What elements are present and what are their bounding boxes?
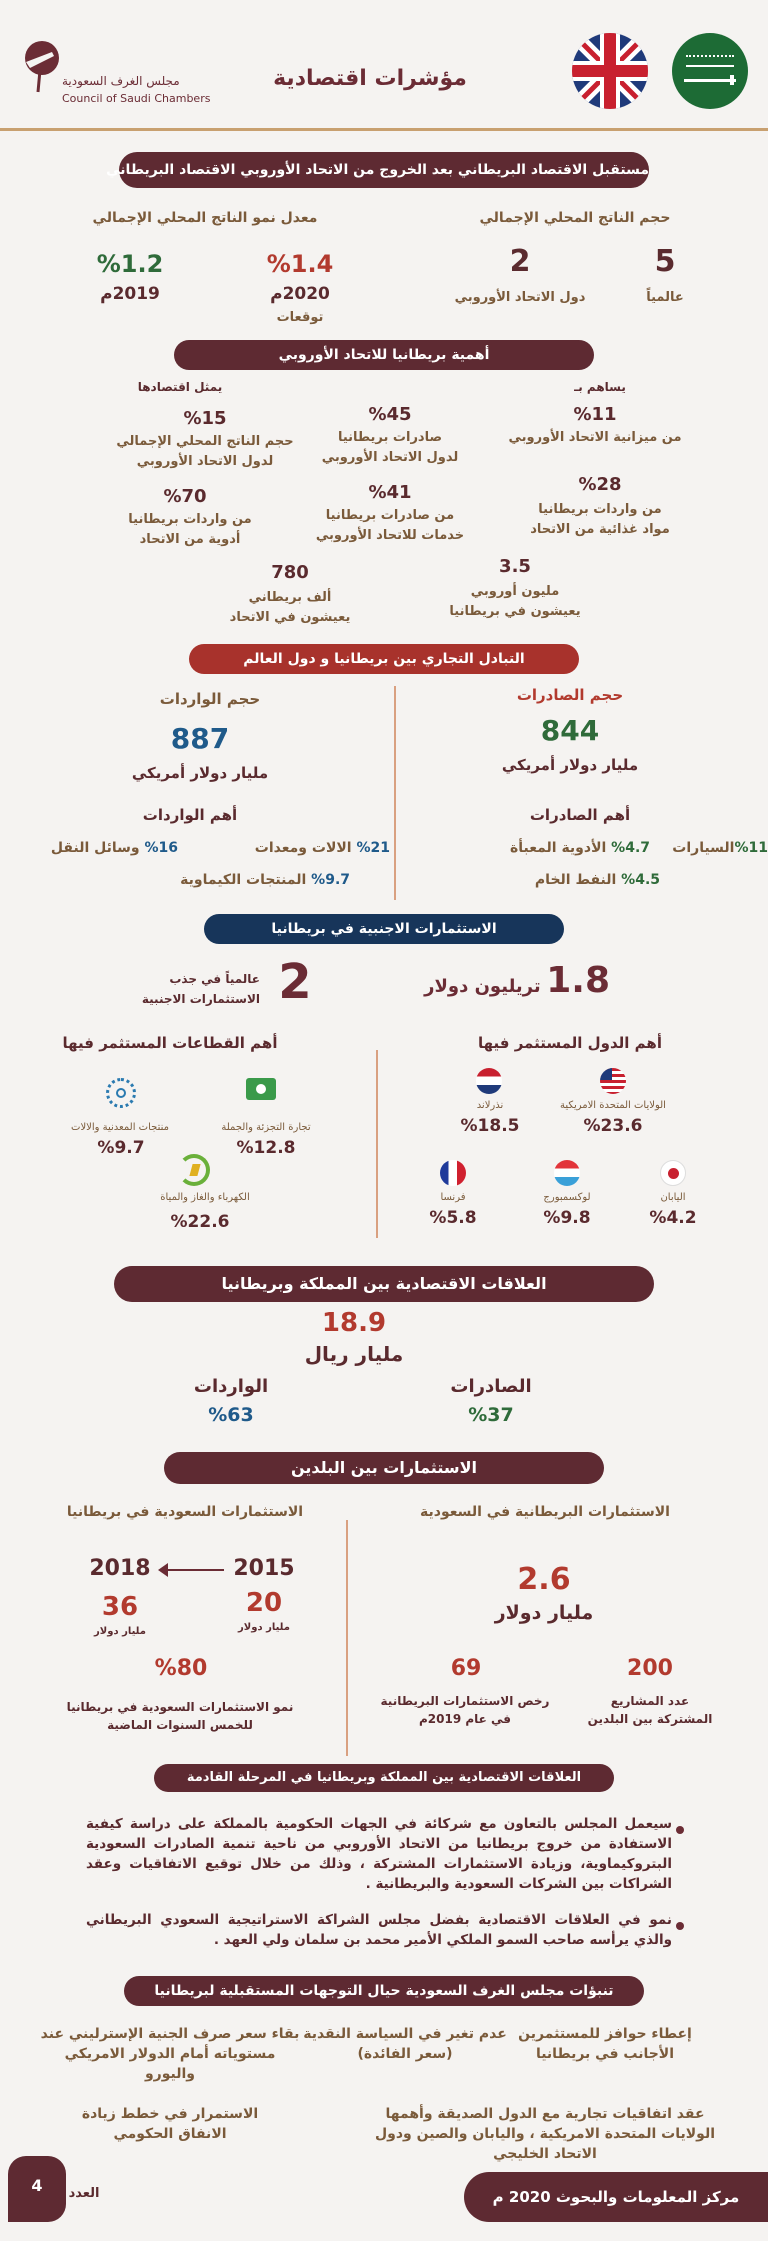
country-jp-name: اليابان bbox=[660, 1192, 686, 1203]
council-logo-icon bbox=[18, 38, 62, 94]
section2-banner: أهمية بريطانيا للاتحاد الأوروبي bbox=[174, 340, 594, 370]
issue-number: 4 bbox=[31, 2176, 43, 2195]
growth-2020-value: %1.4 bbox=[266, 250, 334, 278]
growth-2020-note: توقعات bbox=[276, 310, 324, 325]
export-item-2 bbox=[470, 840, 650, 856]
export-item-2-name: الأدوية المعبأة bbox=[509, 840, 607, 856]
imports-value: 887 bbox=[170, 722, 230, 755]
saudi-growth-label-2: للخمس السنوات الماضية bbox=[107, 1718, 253, 1732]
export-item-2-pct: %4.7 bbox=[611, 840, 650, 856]
stat-l5a: من صادرات بريطانيا bbox=[325, 508, 455, 523]
sector-trade-pct: %12.8 bbox=[236, 1138, 296, 1158]
gdp-growth-title: معدل نمو الناتج المحلي الإجمالي bbox=[92, 210, 318, 226]
export-item-3-name: النفط الخام bbox=[534, 872, 617, 888]
rank-world-label: عالمياً bbox=[646, 290, 684, 305]
section7-banner: العلاقات الاقتصادية بين المملكة وبريطانيا في المرحلة القادمة bbox=[154, 1764, 614, 1792]
stat-l2a: صادرات بريطانيا bbox=[337, 430, 443, 445]
import-item-2-name: وسائل النقل bbox=[50, 840, 140, 856]
stat-v3: %15 bbox=[183, 408, 227, 429]
export-item-1-name: السيارات bbox=[672, 840, 735, 856]
footer-issue-badge bbox=[8, 2156, 66, 2222]
contributes-label: يساهم بـ bbox=[574, 380, 626, 394]
projects-label-1: عدد المشاريع bbox=[610, 1694, 690, 1708]
page-title: مؤشرات اقتصادية bbox=[273, 66, 467, 91]
sectors-title: أهم القطاعات المستثمر فيها bbox=[62, 1034, 278, 1052]
country-us-pct: %23.6 bbox=[583, 1116, 643, 1136]
stat-l4b: مواد غذائية من الاتحاد bbox=[530, 522, 670, 537]
netherlands-flag-icon bbox=[476, 1068, 502, 1094]
future-paragraph-1: سيعمل المجلس بالتعاون مع شركائة في الجهات الحكومية بالمملكة على دراسة كيفية الاستفادة من خروج بريطانيا من الاتحاد الأوروبي من ناحية تنمية الصادرات السعودية البتروكيماوية، وزيادة الاستثمارات المشتركة ، وذلك من خلال توقيع الاتفاقيات وعقد الشراكات بين الشركات السعودية والبريطانية . bbox=[86, 1816, 672, 1892]
import-item-3 bbox=[120, 872, 350, 888]
relations-value: 18.9 bbox=[321, 1308, 387, 1338]
exports-unit: مليار دولار أمريكي bbox=[501, 756, 639, 774]
forecast-5: الاستمرار في خطط زيادة الانفاق الحكومي bbox=[81, 2106, 259, 2142]
relations-exports-pct: %37 bbox=[468, 1404, 514, 1426]
country-nl-name: نذرلاند bbox=[476, 1100, 504, 1111]
forecast-1: إعطاء حوافز للمستثمرين الأجانب في بريطانيا bbox=[518, 2026, 692, 2062]
country-lu-name: لوكسمبورج bbox=[543, 1192, 591, 1203]
growth-2019-year: 2019م bbox=[100, 284, 160, 304]
fdi-divider bbox=[376, 1050, 378, 1238]
growth-2019-value: %1.2 bbox=[96, 250, 164, 278]
represents-label: يمثل اقتصادها bbox=[137, 380, 223, 394]
header bbox=[0, 0, 768, 130]
stat-l6a: من واردات بريطانيا bbox=[128, 512, 252, 527]
country-jp-pct: %4.2 bbox=[649, 1208, 697, 1228]
projects-label-2: المشتركة بين البلدين bbox=[587, 1712, 713, 1726]
export-item-3-pct: %4.5 bbox=[621, 872, 660, 888]
stat-l7a: مليون أوروبي bbox=[470, 584, 560, 599]
projects-value: 200 bbox=[627, 1656, 673, 1681]
stat-l2b: لدول الاتحاد الأوروبي bbox=[321, 450, 459, 465]
export-item-1-pct: %11 bbox=[734, 840, 768, 856]
luxembourg-flag-icon bbox=[554, 1160, 580, 1186]
top-imports-title: أهم الواردات bbox=[142, 806, 238, 824]
section1-banner: مستقبل الاقتصاد البريطاني بعد الخروج من الاتحاد الأوروبي الاقتصاد البريطاني bbox=[119, 152, 649, 188]
section4-banner: الاستثمارات الاجنبية في بريطانيا bbox=[204, 914, 564, 944]
exports-value: 844 bbox=[540, 714, 600, 747]
country-fr-pct: %5.8 bbox=[429, 1208, 477, 1228]
sector-metal-name: منتجات المعدنية والالات bbox=[71, 1122, 169, 1133]
import-item-3-pct: %9.7 bbox=[311, 872, 350, 888]
saudi-growth-pct: %80 bbox=[154, 1656, 208, 1681]
import-item-1-name: الالات ومعدات bbox=[254, 840, 352, 856]
bullet-2-icon bbox=[676, 1922, 684, 1930]
gear-icon bbox=[106, 1078, 136, 1108]
section6-banner: الاستثمارات بين البلدين bbox=[164, 1452, 604, 1484]
import-item-2-pct: %16 bbox=[144, 840, 178, 856]
sector-metal-pct: %9.7 bbox=[97, 1138, 145, 1158]
stat-v7: 3.5 bbox=[499, 556, 531, 577]
growth-2020-year: 2020م bbox=[270, 284, 330, 304]
fdi-value: 1.8 bbox=[546, 960, 610, 1001]
council-name-en: Council of Saudi Chambers bbox=[62, 92, 211, 105]
stat-l7b: يعيشون في بريطانيا bbox=[449, 604, 581, 619]
value-2018: 36 bbox=[101, 1592, 139, 1622]
future-paragraph-2: نمو في العلاقات الاقتصادية بفضل مجلس الشراكة الاستراتيجية السعودي البريطاني والذي يرأسه صاحب السمو الملكي الأمير محمد بن سلمان ولي العهد . bbox=[86, 1912, 672, 1948]
import-item-1-pct: %21 bbox=[356, 840, 390, 856]
stat-v2: %45 bbox=[368, 404, 412, 425]
footer-center-text: مركز المعلومات والبحوث 2020 م bbox=[492, 2188, 740, 2206]
gdp-size-title: حجم الناتج المحلي الإجمالي bbox=[479, 210, 671, 226]
export-item-1 bbox=[660, 840, 768, 856]
top-exports-title: أهم الصادرات bbox=[529, 806, 631, 824]
stat-l4a: من واردات بريطانيا bbox=[538, 502, 662, 517]
exports-title: حجم الصادرات bbox=[516, 686, 624, 704]
stat-v1: %11 bbox=[573, 404, 617, 425]
relations-unit: مليار ريال bbox=[304, 1342, 404, 1366]
fdi-total bbox=[380, 960, 610, 1001]
section3-banner: التبادل التجاري بين بريطانيا و دول العالم bbox=[189, 644, 579, 674]
bullet-1-icon bbox=[676, 1826, 684, 1834]
money-icon bbox=[246, 1078, 276, 1100]
header-divider bbox=[0, 128, 768, 131]
import-item-1 bbox=[200, 840, 390, 856]
recycle-icon bbox=[178, 1154, 210, 1186]
relations-imports-label: الواردات bbox=[193, 1376, 269, 1397]
arrow-left-icon bbox=[160, 1569, 224, 1571]
export-item-3 bbox=[520, 872, 660, 888]
imports-unit: مليار دولار أمريكي bbox=[131, 764, 269, 782]
country-lu-pct: %9.8 bbox=[543, 1208, 591, 1228]
fdi-rank-label-1: عالمياً في جذب bbox=[169, 972, 260, 986]
rank-world-value: 5 bbox=[654, 244, 676, 279]
us-flag-icon bbox=[600, 1068, 626, 1094]
licenses-label-2: في عام 2019م bbox=[418, 1712, 512, 1726]
stat-l1: من ميزانية الاتحاد الأوروبي bbox=[508, 430, 682, 445]
british-invest-title: الاستثمارات البريطانية في السعودية bbox=[420, 1504, 670, 1520]
imports-title: حجم الواردات bbox=[159, 690, 261, 708]
british-invest-value: 2.6 bbox=[517, 1562, 571, 1597]
forecast-3: بقاء سعر صرف الجنية الإسترليني عند مستوياته أمام الدولار الامريكي واليورو bbox=[40, 2026, 300, 2082]
section5-banner: العلاقات الاقتصادية بين المملكة وبريطانيا bbox=[114, 1266, 654, 1302]
stat-l3a: حجم الناتج المحلي الإجمالي bbox=[116, 434, 294, 449]
saudi-invest-title: الاستثمارات السعودية في بريطانيا bbox=[66, 1504, 304, 1520]
rank-eu-label: دول الاتحاد الأوروبي bbox=[454, 290, 586, 305]
import-item-2 bbox=[18, 840, 178, 856]
council-name-ar: مجلس الغرف السعودية bbox=[62, 74, 180, 88]
fdi-rank-value: 2 bbox=[278, 954, 312, 1010]
country-fr-name: فرنسا bbox=[440, 1192, 466, 1203]
country-nl-pct: %18.5 bbox=[460, 1116, 520, 1136]
value-2015: 20 bbox=[245, 1588, 283, 1618]
footer-center-bar bbox=[464, 2172, 768, 2222]
issue-label: العدد bbox=[68, 2186, 100, 2201]
stat-v4: %28 bbox=[578, 474, 622, 495]
section8-banner: تنبؤات مجلس الغرف السعودية حيال التوجهات المستقبلية لبريطانيا bbox=[124, 1976, 644, 2006]
british-invest-unit: مليار دولار bbox=[494, 1602, 594, 1624]
stat-l6b: أدوية من الاتحاد bbox=[139, 532, 241, 547]
unit-2018: مليار دولار bbox=[94, 1626, 146, 1637]
stat-v6: %70 bbox=[163, 486, 207, 507]
country-us-name: الولايات المتحدة الامريكية bbox=[560, 1100, 666, 1111]
invest-divider bbox=[346, 1520, 348, 1756]
licenses-label-1: رخص الاستثمارات البريطانية bbox=[380, 1694, 550, 1708]
countries-title: أهم الدول المستثمر فيها bbox=[478, 1034, 662, 1052]
saudi-growth-label-1: نمو الاستثمارات السعودية في بريطانيا bbox=[66, 1700, 294, 1714]
japan-flag-icon bbox=[660, 1160, 686, 1186]
fdi-unit: تريليون دولار bbox=[424, 976, 541, 997]
rank-eu-value: 2 bbox=[509, 244, 531, 279]
stat-l3b: لدول الاتحاد الأوروبي bbox=[136, 454, 274, 469]
year-2018: 2018 bbox=[89, 1556, 151, 1581]
fdi-rank-label-2: الاستثمارات الاجنبية bbox=[141, 992, 260, 1006]
relations-exports-label: الصادرات bbox=[450, 1376, 532, 1397]
stat-v8: 780 bbox=[271, 562, 309, 583]
sector-util-pct: %22.6 bbox=[170, 1212, 230, 1232]
licenses-value: 69 bbox=[450, 1656, 482, 1681]
stat-l8a: ألف بريطاني bbox=[248, 590, 332, 605]
trade-divider bbox=[394, 686, 396, 900]
stat-v5: %41 bbox=[368, 482, 412, 503]
forecast-4: عقد اتفاقيات تجارية مع الدول الصديقة وأهمها الولايات المتحدة الامريكية ، واليابان والصين ودول الاتحاد الخليجي bbox=[375, 2106, 715, 2162]
uk-flag-icon bbox=[572, 33, 648, 109]
forecast-2: عدم تغير في السياسة النقدية (سعر الفائدة) bbox=[303, 2026, 507, 2062]
unit-2015: مليار دولار bbox=[238, 1622, 290, 1633]
france-flag-icon bbox=[440, 1160, 466, 1186]
sector-trade-name: تجارة التجزئة والجملة bbox=[221, 1122, 311, 1133]
relations-imports-pct: %63 bbox=[208, 1404, 254, 1426]
import-item-3-name: المنتجات الكيماوية bbox=[180, 872, 307, 888]
year-2015: 2015 bbox=[233, 1556, 295, 1581]
stat-l5b: خدمات للاتحاد الأوروبي bbox=[315, 528, 465, 543]
stat-l8b: يعيشون في الاتحاد bbox=[229, 610, 351, 625]
saudi-flag-icon bbox=[672, 33, 748, 109]
sector-util-name: الكهرباء والغاز والمياة bbox=[160, 1192, 250, 1203]
